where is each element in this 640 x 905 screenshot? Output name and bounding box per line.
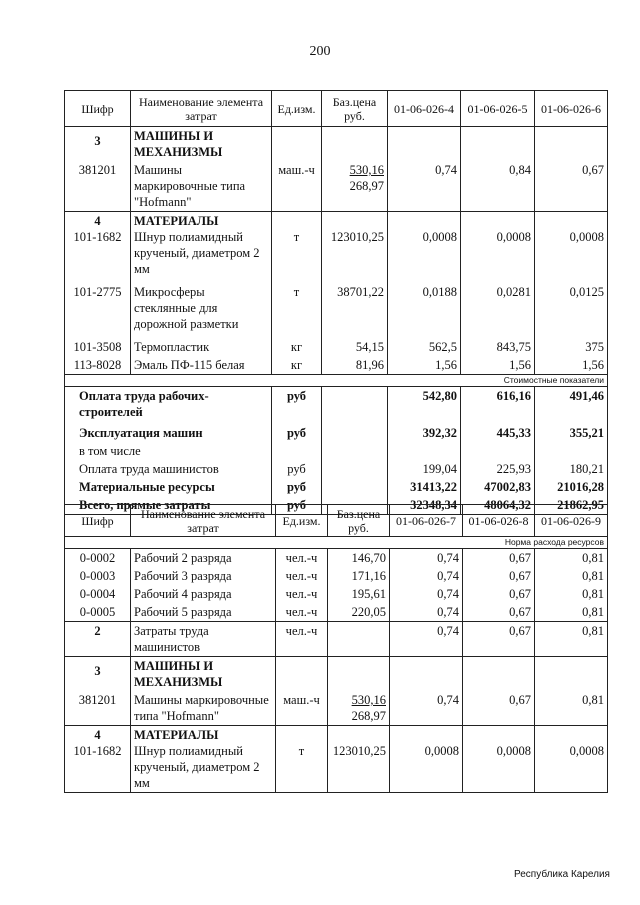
material-value-1: 562,5 bbox=[388, 333, 461, 356]
summary-name: Оплата труда рабочих-строителей bbox=[65, 387, 272, 422]
header-name: Наименование элемента затрат bbox=[131, 505, 276, 537]
header-unit: Ед.изм. bbox=[276, 505, 328, 537]
summary-name: в том числе bbox=[65, 442, 272, 460]
cost-indicators-label: Стоимостные показатели bbox=[65, 375, 608, 387]
section-code: 4 bbox=[94, 214, 101, 228]
header-code: Шифр bbox=[65, 505, 131, 537]
worker-unit: чел.-ч bbox=[276, 549, 328, 568]
summary-unit: руб bbox=[272, 421, 322, 442]
material-unit: кг bbox=[272, 356, 322, 375]
worker-value-2: 0,67 bbox=[463, 603, 535, 622]
material-value-3: 375 bbox=[535, 333, 608, 356]
norms-table-2 bbox=[64, 504, 608, 793]
header-code: Шифр bbox=[65, 91, 131, 127]
material-value-3: 1,56 bbox=[535, 356, 608, 375]
worker-price: 171,16 bbox=[328, 567, 390, 585]
header-col-3: 01-06-026-6 bbox=[535, 91, 608, 127]
labor-value-2: 0,67 bbox=[463, 622, 535, 657]
material-name: Термопластик bbox=[131, 333, 272, 356]
material-name: Шнур полиамидный крученый, диаметром 2 мм bbox=[134, 744, 260, 790]
worker-code: 0-0004 bbox=[65, 585, 131, 603]
worker-value-1: 0,74 bbox=[390, 603, 463, 622]
machine-price-top: 530,16 bbox=[351, 693, 386, 707]
header-unit: Ед.изм. bbox=[272, 91, 322, 127]
material-value-3: 0,0008 bbox=[569, 230, 604, 244]
section-title: МАШИНЫ И МЕХАНИЗМЫ bbox=[131, 127, 272, 162]
machine-price-bottom: 268,97 bbox=[351, 709, 386, 723]
summary-value-3: 491,46 bbox=[535, 387, 608, 422]
norms-table-1 bbox=[64, 90, 608, 515]
summary-value-2: 225,93 bbox=[461, 460, 535, 478]
worker-code: 0-0002 bbox=[65, 549, 131, 568]
header-col-3: 01-06-026-9 bbox=[535, 505, 608, 537]
summary-unit: руб bbox=[272, 460, 322, 478]
summary-name: Эксплуатация машин bbox=[65, 421, 272, 442]
header-col-2: 01-06-026-5 bbox=[461, 91, 535, 127]
worker-value-1: 0,74 bbox=[390, 549, 463, 568]
material-value-1: 0,0008 bbox=[422, 230, 457, 244]
worker-price: 146,70 bbox=[328, 549, 390, 568]
machine-value-1: 0,74 bbox=[388, 161, 461, 212]
machine-value-1: 0,74 bbox=[390, 691, 463, 726]
machine-code: 381201 bbox=[65, 161, 131, 212]
worker-name: Рабочий 2 разряда bbox=[131, 549, 276, 568]
worker-price: 195,61 bbox=[328, 585, 390, 603]
header-col-1: 01-06-026-7 bbox=[390, 505, 463, 537]
worker-name: Рабочий 5 разряда bbox=[131, 603, 276, 622]
worker-value-2: 0,67 bbox=[463, 549, 535, 568]
machine-name: Машины маркировочные типа "Hofmann" bbox=[131, 691, 276, 726]
worker-unit: чел.-ч bbox=[276, 585, 328, 603]
material-price: 123010,25 bbox=[332, 744, 386, 758]
worker-value-2: 0,67 bbox=[463, 585, 535, 603]
worker-code: 0-0003 bbox=[65, 567, 131, 585]
resource-norm-label: Норма расхода ресурсов bbox=[65, 537, 608, 549]
material-unit: кг bbox=[272, 333, 322, 356]
summary-unit: руб bbox=[272, 478, 322, 496]
labor-unit: чел.-ч bbox=[276, 622, 328, 657]
worker-value-3: 0,81 bbox=[535, 585, 608, 603]
material-unit: т bbox=[293, 230, 300, 244]
labor-value-3: 0,81 bbox=[535, 622, 608, 657]
material-code: 101-2775 bbox=[65, 278, 131, 333]
material-price: 81,96 bbox=[322, 356, 388, 375]
material-name: Шнур полиамидный крученый, диаметром 2 мм bbox=[134, 230, 260, 276]
material-name: Микросферы стеклянные для дорожной разметки bbox=[131, 278, 272, 333]
material-unit: т bbox=[272, 278, 322, 333]
summary-value-1: 199,04 bbox=[388, 460, 461, 478]
worker-code: 0-0005 bbox=[65, 603, 131, 622]
material-value-3: 0,0125 bbox=[535, 278, 608, 333]
summary-value-2: 445,33 bbox=[461, 421, 535, 442]
material-value-1: 0,0188 bbox=[388, 278, 461, 333]
summary-value-2: 48064,32 bbox=[461, 496, 535, 515]
material-price: 54,15 bbox=[322, 333, 388, 356]
material-code: 101-3508 bbox=[65, 333, 131, 356]
machine-unit: маш.-ч bbox=[272, 161, 322, 212]
section-code: 3 bbox=[65, 127, 131, 162]
summary-value-3: 180,21 bbox=[535, 460, 608, 478]
worker-value-3: 0,81 bbox=[535, 549, 608, 568]
labor-value-1: 0,74 bbox=[390, 622, 463, 657]
machine-name: Машины маркировочные типа "Hofmann" bbox=[131, 161, 272, 212]
machine-price-bottom: 268,97 bbox=[349, 179, 384, 193]
summary-value-1: 31413,22 bbox=[388, 478, 461, 496]
material-value-1: 1,56 bbox=[388, 356, 461, 375]
material-value-2: 0,0008 bbox=[496, 744, 531, 758]
worker-value-1: 0,74 bbox=[390, 567, 463, 585]
summary-value-3: 21016,28 bbox=[535, 478, 608, 496]
summary-name: Всего, прямые затраты bbox=[65, 496, 272, 515]
labor-name: Затраты труда машинистов bbox=[131, 622, 276, 657]
material-value-2: 1,56 bbox=[461, 356, 535, 375]
summary-value-1: 392,32 bbox=[388, 421, 461, 442]
material-value-2: 0,0281 bbox=[461, 278, 535, 333]
summary-value-3: 355,21 bbox=[535, 421, 608, 442]
material-code: 101-1682 bbox=[73, 744, 122, 758]
section-code: 3 bbox=[65, 657, 131, 692]
material-value-1: 0,0008 bbox=[424, 744, 459, 758]
worker-unit: чел.-ч bbox=[276, 567, 328, 585]
material-code: 113-8028 bbox=[65, 356, 131, 375]
section-title: МАТЕРИАЛЫ bbox=[134, 214, 219, 228]
machine-price-top: 530,16 bbox=[349, 163, 384, 177]
header-price: Баз.цена руб. bbox=[328, 505, 390, 537]
material-price: 38701,22 bbox=[322, 278, 388, 333]
machine-unit: маш.-ч bbox=[276, 691, 328, 726]
page-number: 200 bbox=[309, 44, 331, 59]
machine-value-2: 0,67 bbox=[463, 691, 535, 726]
machine-value-2: 0,84 bbox=[461, 161, 535, 212]
summary-value-2: 47002,83 bbox=[461, 478, 535, 496]
material-unit: т bbox=[298, 744, 305, 758]
worker-price: 220,05 bbox=[328, 603, 390, 622]
header-col-1: 01-06-026-4 bbox=[388, 91, 461, 127]
worker-name: Рабочий 4 разряда bbox=[131, 585, 276, 603]
worker-value-3: 0,81 bbox=[535, 567, 608, 585]
section-title: МАШИНЫ И МЕХАНИЗМЫ bbox=[131, 657, 276, 692]
summary-unit: руб bbox=[272, 387, 322, 422]
labor-code: 2 bbox=[65, 622, 131, 657]
header-col-2: 01-06-026-8 bbox=[463, 505, 535, 537]
worker-value-1: 0,74 bbox=[390, 585, 463, 603]
material-name: Эмаль ПФ-115 белая bbox=[131, 356, 272, 375]
material-value-2: 843,75 bbox=[461, 333, 535, 356]
worker-unit: чел.-ч bbox=[276, 603, 328, 622]
material-code: 101-1682 bbox=[73, 230, 122, 244]
machine-value-3: 0,81 bbox=[535, 691, 608, 726]
summary-name: Оплата труда машинистов bbox=[65, 460, 272, 478]
worker-name: Рабочий 3 разряда bbox=[131, 567, 276, 585]
header-price: Баз.цена руб. bbox=[322, 91, 388, 127]
machine-code: 381201 bbox=[65, 691, 131, 726]
section-title: МАТЕРИАЛЫ bbox=[134, 728, 219, 742]
material-price: 123010,25 bbox=[330, 230, 384, 244]
summary-value-1: 32348,34 bbox=[388, 496, 461, 515]
summary-name: Материальные ресурсы bbox=[65, 478, 272, 496]
header-name: Наименование элемента затрат bbox=[131, 91, 272, 127]
machine-price bbox=[328, 691, 390, 726]
material-value-2: 0,0008 bbox=[496, 230, 531, 244]
summary-value-3: 21862,95 bbox=[535, 496, 608, 515]
section-code: 4 bbox=[94, 728, 101, 742]
footer-region: Республика Карелия bbox=[514, 869, 610, 880]
summary-unit: руб bbox=[272, 496, 322, 515]
summary-value-2: 616,16 bbox=[461, 387, 535, 422]
summary-value-1: 542,80 bbox=[388, 387, 461, 422]
material-value-3: 0,0008 bbox=[569, 744, 604, 758]
machine-value-3: 0,67 bbox=[535, 161, 608, 212]
worker-value-2: 0,67 bbox=[463, 567, 535, 585]
machine-price bbox=[322, 161, 388, 212]
worker-value-3: 0,81 bbox=[535, 603, 608, 622]
